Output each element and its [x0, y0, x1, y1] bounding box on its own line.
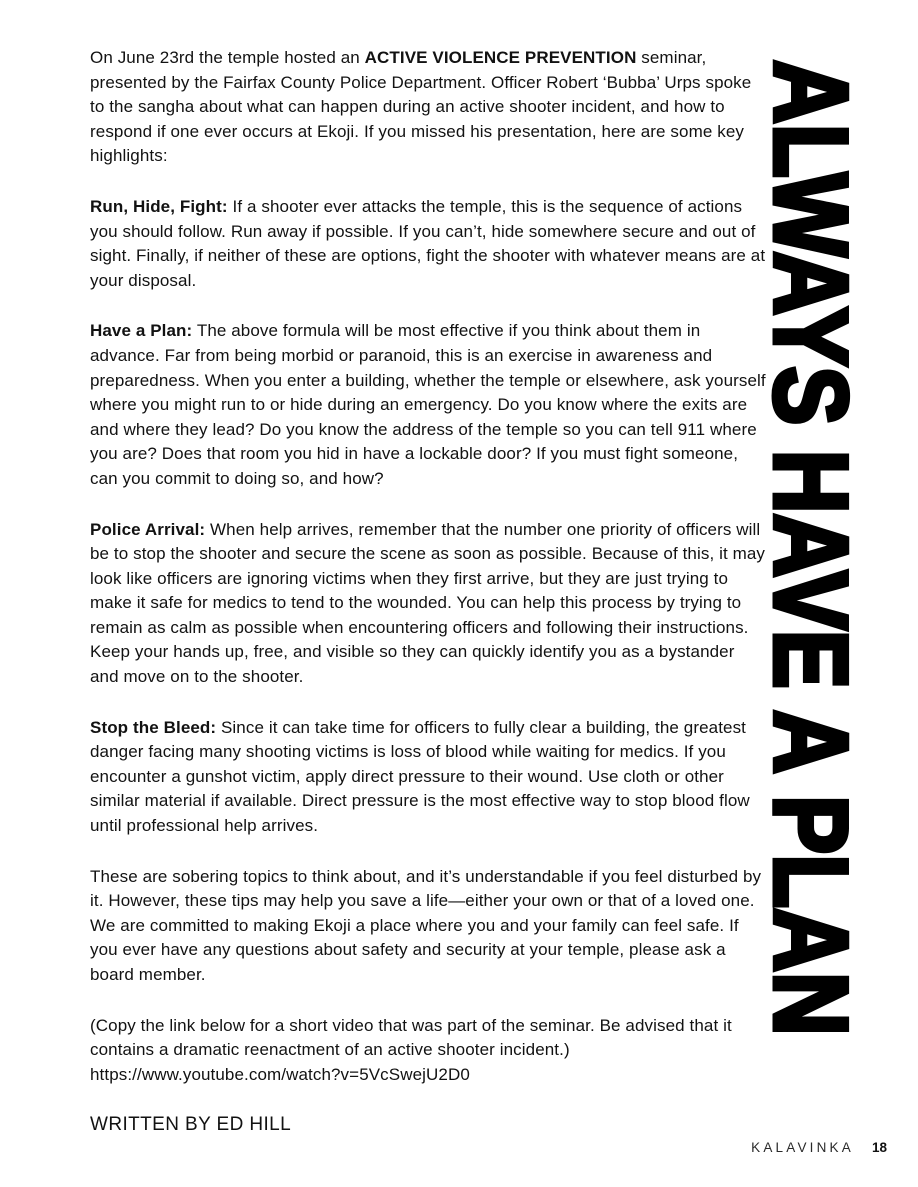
bold-lead-text: ACTIVE VIOLENCE PREVENTION	[364, 48, 637, 67]
body-text: When help arrives, remember that the number one priority of officers will be to stop the shooter and secure the scene as soon as possible. Because of this, it may look like officers are ignoring victims when they first arrive, but they are just trying to make it safe for medics to tend to the wounded. You can help this process by trying to remain as calm as possible when encountering officers and following their instructions. Keep your hands up, free, and visible so they can quickly identify you as a bystander and move on to the shooter.	[90, 519, 766, 687]
bold-lead-text: Stop the Bleed:	[90, 717, 217, 737]
article-body	[90, 46, 766, 1137]
paragraph	[90, 1014, 766, 1088]
vertical-title: ALWAYS HAVE A PLAN	[752, 60, 868, 1036]
byline: WRITTEN BY ED HILL	[90, 1114, 292, 1136]
paragraph	[90, 865, 766, 988]
paragraph	[90, 716, 766, 839]
paragraph	[90, 518, 766, 690]
paragraph	[90, 46, 766, 169]
paragraph	[90, 195, 766, 293]
bold-lead-text: Police Arrival:	[90, 519, 206, 539]
body-text: seminar, presented by the Fairfax County Police Department. Officer Robert ‘Bubba’ Urps spoke to the sangha about what can happen during an active shooter incident, and how to respond if one ever occurs at Ekoji. If you missed his presentation, here are some key highlights:	[90, 48, 752, 166]
paragraph	[90, 319, 766, 491]
article-paragraphs	[90, 46, 766, 1087]
bold-lead-text: Have a Plan:	[90, 321, 193, 341]
body-text: If a shooter ever attacks the temple, this is the sequence of actions you should follow. Run away if possible. If you can’t, hide somewhere secure and out of sight. Finally, if neither of these are options, fight the shooter with whatever means are at your disposal.	[90, 196, 766, 290]
magazine-name: KALAVINKA	[751, 1140, 854, 1155]
body-text: Since it can take time for officers to fully clear a building, the greatest danger facing many shooting victims is loss of blood while waiting for medics. If you encounter a gunshot victim, apply direct pressure to their wound. Use cloth or other similar material if available. Direct pressure is the most effective way to stop blood flow until professional help arrives.	[90, 717, 750, 836]
bold-lead-text: Run, Hide, Fight:	[90, 196, 228, 216]
body-text: The above formula will be most effective if you think about them in advance. Far from being morbid or paranoid, this is an exercise in awareness and preparedness. When you enter a building, whether the temple or elsewhere, ask yourself where you might run to or hide during an emergency. Do you know where the exits are and where they lead? Do you know the address of the temple so you can tell 911 where you are? Does that room you hid in have a lockable door? If you must fight someone, can you commit to doing so, and how?	[90, 321, 766, 488]
video-url: https://www.youtube.com/watch?v=5VcSwejU2D0	[90, 1064, 470, 1084]
body-text: On June 23rd the temple hosted an	[90, 48, 365, 67]
page-footer	[751, 1140, 887, 1155]
body-text: These are sobering topics to think about, and it’s understandable if you feel disturbed by it. However, these tips may help you save a life—either your own or that of a loved one. We are committed to making Ekoji a place where you and your family can feel safe. If you ever have any questions about safety and security at your temple, please ask a board member.	[90, 866, 762, 984]
page-number: 18	[871, 1140, 887, 1155]
body-text: (Copy the link below for a short video that was part of the seminar. Be advised that it contains a dramatic reenactment of an active shooter incident.)	[90, 1015, 732, 1060]
